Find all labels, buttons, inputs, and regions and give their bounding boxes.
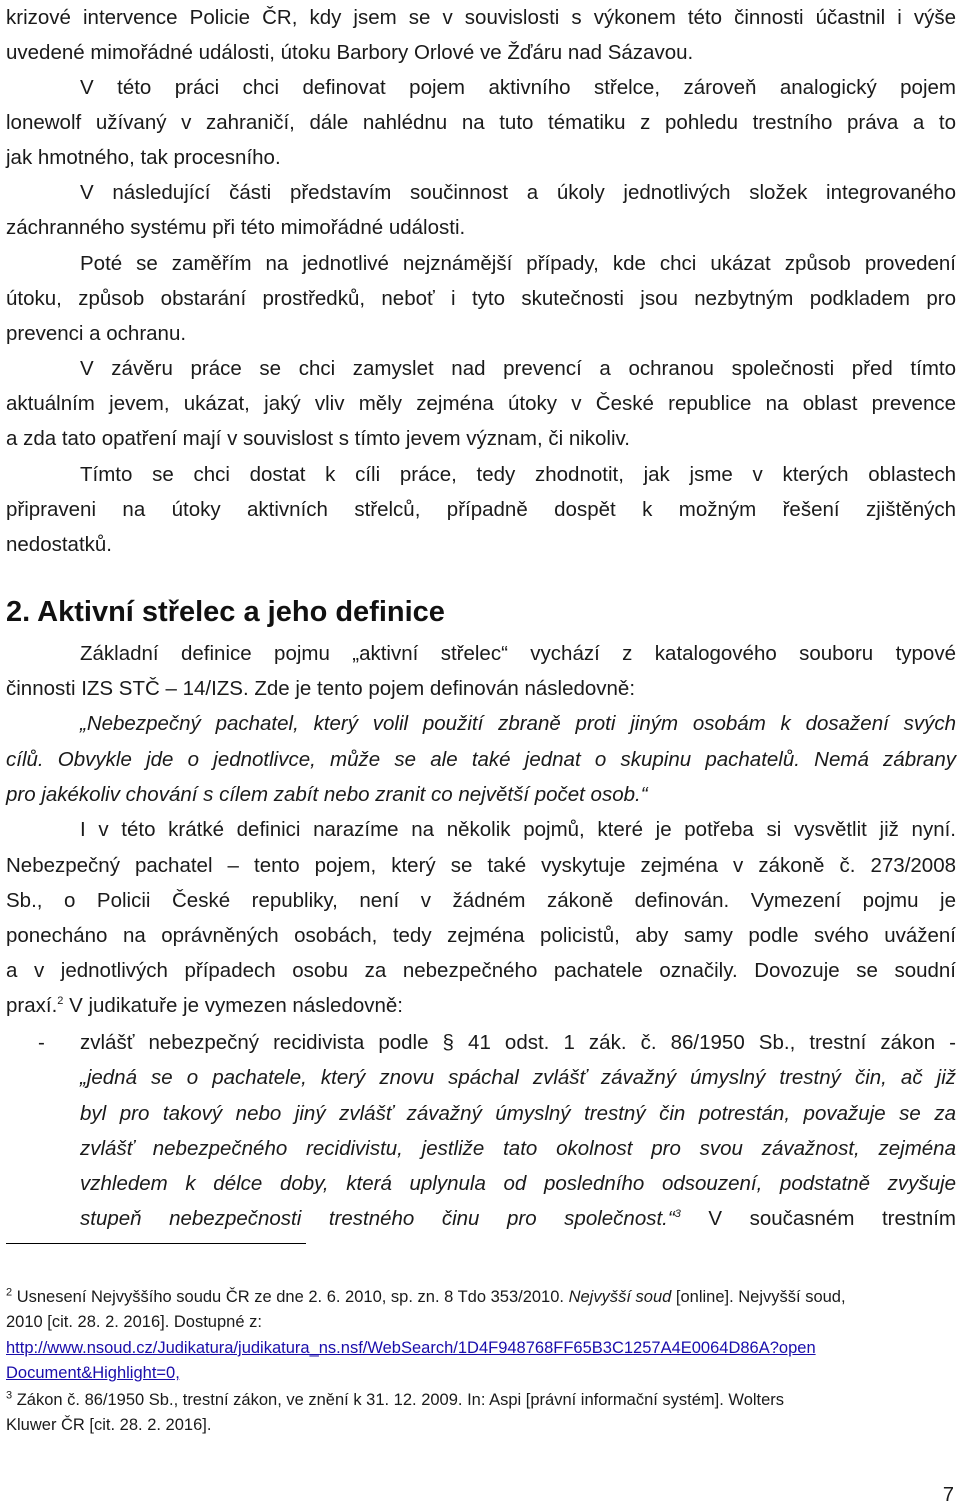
body-line: krizové intervence Policie ČR, kdy jsem se v souvislosti s výkonem této činnosti účastnil i výše bbox=[6, 6, 956, 29]
footnote-url[interactable]: Document&Highlight=0, bbox=[6, 1364, 180, 1382]
footnote-2 bbox=[6, 1285, 956, 1309]
footnote-link[interactable] bbox=[6, 1336, 956, 1360]
footnote-text: 2010 [cit. 28. 2. 2016]. Dostupné z: bbox=[6, 1313, 262, 1331]
body-line: nedostatků. bbox=[6, 533, 112, 556]
section-heading: 2. Aktivní střelec a jeho definice bbox=[6, 596, 445, 628]
list-quote-line: zvlášť nebezpečného recidivistu, jestliže tato okolnost pro svou závažnost, zejména bbox=[80, 1137, 956, 1160]
body-line: útoku, způsob obstarání prostředků, neboť i tyto skutečnosti jsou nezbytným podkladem pro bbox=[6, 287, 956, 310]
body-line: Sb., o Policii České republiky, není v žádném zákoně definován. Vymezení pojmu je bbox=[6, 889, 956, 912]
page-number: 7 bbox=[942, 1484, 954, 1506]
body-line: ponecháno na oprávněných osobách, tedy zejména policistů, aby samy podle svého uvážení bbox=[6, 924, 956, 947]
footnote-url[interactable]: http://www.nsoud.cz/Judikatura/judikatura_ns.nsf/WebSearch/1D4F948768FF65B3C1257A4E0064D86A?open bbox=[6, 1339, 816, 1357]
footnote-link[interactable] bbox=[6, 1361, 956, 1385]
body-text: V současném trestním bbox=[680, 1207, 956, 1230]
quote-line: cílů. Obvykle jde o jednotlivce, může se ale také jednat o skupinu pachatelů. Nemá zábrany bbox=[6, 748, 956, 771]
quote-line: pro jakékoliv chování s cílem zabít nebo zranit co největší počet osob.“ bbox=[6, 783, 648, 806]
body-line: V závěru práce se chci zamyslet nad prevencí a ochranou společnosti před tímto bbox=[80, 357, 956, 380]
body-line: Tímto se chci dostat k cíli práce, tedy zhodnotit, jak jsme v kterých oblastech bbox=[80, 463, 956, 486]
footnote-ref-3[interactable]: 3 bbox=[674, 1208, 681, 1221]
list-quote-line: byl pro takový nebo jiný zvlášť závažný úmyslný trestný čin potrestán, považuje se za bbox=[80, 1102, 956, 1125]
footnote-separator bbox=[6, 1243, 306, 1244]
body-text: praxí. bbox=[6, 994, 58, 1017]
list-item-line: zvlášť nebezpečný recidivista podle § 41 odst. 1 zák. č. 86/1950 Sb., trestní zákon - bbox=[80, 1031, 956, 1054]
list-bullet: - bbox=[38, 1031, 45, 1054]
body-text: V judikatuře je vymezen následovně: bbox=[63, 994, 403, 1017]
body-line bbox=[6, 988, 956, 1023]
body-line: V následující části představím součinnost a úkoly jednotlivých složek integrovaného bbox=[80, 181, 956, 204]
body-line: lonewolf užívaný v zahraničí, dále nahlédnu na tuto tématiku z pohledu trestního práva a to bbox=[6, 111, 956, 134]
footnote-ref-2[interactable]: 2 bbox=[57, 995, 64, 1008]
body-line: jak hmotného, tak procesního. bbox=[6, 146, 281, 169]
footnote-number: 2 bbox=[6, 1286, 13, 1299]
body-line: V této práci chci definovat pojem aktivního střelce, zároveň analogický pojem bbox=[80, 76, 956, 99]
body-line: a v jednotlivých případech osobu za nebezpečného pachatele označily. Dovozuje se soudní bbox=[6, 959, 956, 982]
body-line: uvedené mimořádné události, útoku Barbory Orlové ve Žďáru nad Sázavou. bbox=[6, 41, 694, 64]
list-quote-line: „jedná se o pachatele, který znovu spáchal zvlášť závažný úmyslný trestný čin, ač již bbox=[80, 1066, 956, 1089]
list-quote-line bbox=[80, 1201, 956, 1236]
footnote-3 bbox=[6, 1388, 956, 1412]
footnote-text: [online]. Nejvyšší soud, bbox=[671, 1288, 846, 1306]
body-line: aktuálním jevem, ukázat, jaký vliv měly zejména útoky v České republice na oblast prevence bbox=[6, 392, 956, 415]
body-line: prevenci a ochranu. bbox=[6, 322, 187, 345]
footnote-number: 3 bbox=[6, 1389, 13, 1402]
quote-line: „Nebezpečný pachatel, který volil použití zbraně proti jiným osobám k dosažení svých bbox=[80, 712, 956, 735]
footnote-text: Usnesení Nejvyššího soudu ČR ze dne 2. 6. 2010, sp. zn. 8 Tdo 353/2010. bbox=[12, 1288, 569, 1306]
footnote-text: Nejvyšší soud bbox=[568, 1288, 672, 1306]
body-line: činnosti IZS STČ – 14/IZS. Zde je tento pojem definován následovně: bbox=[6, 677, 636, 700]
body-line: Základní definice pojmu „aktivní střelec“ vychází z katalogového souboru typové bbox=[80, 642, 956, 665]
list-quote-line: vzhledem k délce doby, která uplynula od posledního odsouzení, podstatně zvyšuje bbox=[80, 1172, 956, 1195]
footnote-text: Zákon č. 86/1950 Sb., trestní zákon, ve znění k 31. 12. 2009. In: Aspi [právní informační systém]. Wolters bbox=[12, 1391, 785, 1409]
footnote-text: Kluwer ČR [cit. 28. 2. 2016]. bbox=[6, 1416, 212, 1434]
body-line: Poté se zaměřím na jednotlivé nejznámější případy, kde chci ukázat způsob provedení bbox=[80, 252, 956, 275]
body-line: a zda tato opatření mají v souvislost s tímto jevem význam, či nikoliv. bbox=[6, 427, 630, 450]
body-line: připraveni na útoky aktivních střelců, případně dospět k možným řešení zjištěných bbox=[6, 498, 956, 521]
quote-text: stupeň nebezpečnosti trestného činu pro společnost.“ bbox=[80, 1207, 675, 1230]
body-line: I v této krátké definici narazíme na několik pojmů, které je potřeba si vysvětlit již nyní. bbox=[80, 818, 956, 841]
body-line: záchranného systému při této mimořádné události. bbox=[6, 216, 466, 239]
body-line: Nebezpečný pachatel – tento pojem, který se také vyskytuje zejména v zákoně č. 273/2008 bbox=[6, 854, 956, 877]
